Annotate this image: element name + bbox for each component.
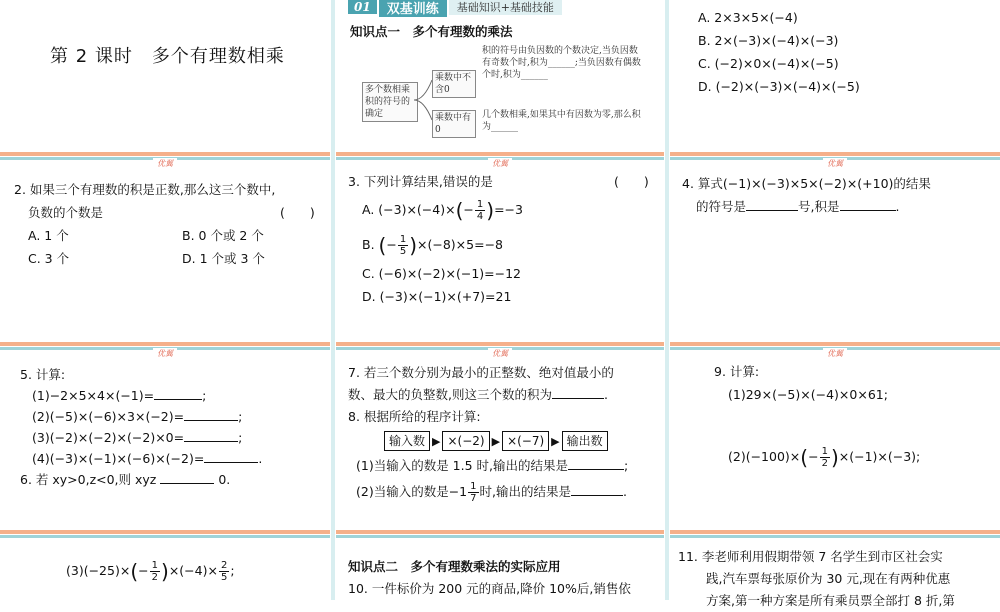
arrow-right-icon: ▶	[491, 435, 501, 448]
panel-q7-q8	[336, 342, 664, 528]
knowledge-point-title: 知识点二 多个有理数乘法的实际应用	[348, 559, 561, 574]
knowledge-point-title: 知识点一 多个有理数的乘法	[350, 24, 513, 39]
question-2-text-cont: 负数的个数是 ( )	[14, 201, 324, 224]
column-divider	[331, 0, 335, 600]
answer-blank[interactable]	[746, 210, 798, 211]
top-stripe	[336, 342, 664, 346]
logo: 优翼	[823, 348, 847, 359]
top-stripe	[0, 530, 330, 534]
question-9-title: 9. 计算:	[714, 364, 760, 379]
question-10-text: 10. 一件标价为 200 元的商品,降价 10%后,销售依	[348, 581, 631, 596]
question-7-text-cont: 数、最大的负整数,则这三个数的积为 .	[348, 387, 608, 402]
answer-blank[interactable]	[552, 398, 604, 399]
panel-q2	[0, 152, 330, 340]
option-b: B. 0 个或 2 个	[182, 228, 264, 243]
answer-blank[interactable]	[184, 441, 238, 442]
top-stripe	[336, 530, 664, 534]
banner-name: 双基训练	[379, 0, 447, 17]
answer-blank[interactable]	[204, 462, 258, 463]
flow-diagram	[348, 430, 662, 453]
top-stripe	[670, 342, 1000, 346]
calc-line-3: (3)(−25)×(− $\frac{1}{2}$ )×(−4)× $\frac{2}{5}$ ;	[66, 559, 235, 584]
concept-map-case-no-zero: 乘数中不含0	[432, 70, 476, 98]
flow-step-2-box: ×(−7)	[502, 431, 549, 451]
option-b: B. 2×(−3)×(−4)×(−3)	[698, 33, 839, 48]
panel-q10	[336, 530, 664, 600]
option-d: D. (−3)×(−1)×(+7)=21	[362, 289, 512, 304]
answer-paren: ( )	[280, 205, 315, 220]
question-5-title: 5. 计算:	[20, 367, 66, 382]
panel-q1-options	[670, 0, 1000, 150]
answer-blank[interactable]	[571, 495, 623, 496]
panel-q9-3	[0, 530, 330, 600]
logo: 优翼	[488, 348, 512, 359]
flow-output-box: 输出数	[562, 431, 608, 451]
question-4-text: 4. 算式(−1)×(−3)×5×(−2)×(+10)的结果	[682, 176, 931, 191]
concept-map-case-zero-text: 几个数相乘,如果其中有因数为零,那么积为______	[482, 110, 641, 132]
calc-line-1: (1)29×(−5)×(−4)×0×61;	[728, 387, 888, 402]
flow-step-1-box: ×(−2)	[442, 431, 489, 451]
option-b: B. (− $\frac{1}{5}$ )×(−8)×5=−8	[362, 233, 504, 257]
top-stripe-2	[0, 535, 330, 538]
calc-line-2: (2)(−5)×(−6)×3×(−2)= ;	[32, 409, 243, 424]
banner-number: 01	[348, 0, 377, 14]
top-stripe-2	[336, 535, 664, 538]
flow-input-box: 输入数	[384, 431, 430, 451]
question-3-text: 3. 下列计算结果,错误的是 ( )	[348, 170, 658, 193]
logo: 优翼	[488, 158, 512, 169]
banner-subtitle: 基础知识+基础技能	[449, 0, 562, 15]
logo: 优翼	[153, 158, 177, 169]
calc-line-1: (1)−2×5×4×(−1)= ;	[32, 388, 207, 403]
answer-blank[interactable]	[840, 210, 896, 211]
question-11-text: 11. 李老师利用假期带领 7 名学生到市区社会实	[678, 549, 943, 564]
logo: 优翼	[823, 158, 847, 169]
panel-knowledge-1	[336, 0, 664, 150]
option-c: C. (−2)×0×(−4)×(−5)	[698, 56, 839, 71]
question-7-text: 7. 若三个数分别为最小的正整数、绝对值最小的	[348, 365, 614, 380]
option-c: C. 3 个	[28, 251, 70, 266]
answer-blank[interactable]	[154, 399, 202, 400]
question-8-sub-1: (1)当输入的数是 1.5 时,输出的结果是 ;	[356, 458, 629, 473]
panel-q9	[670, 342, 1000, 528]
calc-line-2: (2)(−100)×(− $\frac{1}{2}$ )×(−1)×(−3);	[728, 445, 921, 470]
top-stripe-2	[670, 535, 1000, 538]
question-6-text: 6. 若 xy>0,z<0,则 xyz 0.	[20, 472, 231, 487]
concept-map-connector	[414, 70, 434, 130]
logo: 优翼	[153, 348, 177, 359]
answer-blank[interactable]	[160, 483, 214, 484]
calc-line-3: (3)(−2)×(−2)×(−2)×0= ;	[32, 430, 243, 445]
arrow-right-icon: ▶	[551, 435, 560, 448]
lesson-title: 第 2 课时 多个有理数相乘	[50, 46, 285, 67]
panel-title	[0, 0, 330, 150]
question-11-text-cont-2: 方案,第一种方案是所有乘员票全部打 8 折,第	[706, 593, 955, 608]
concept-map-case-zero: 乘数中有0	[432, 110, 476, 138]
panel-q5-q6	[0, 342, 330, 528]
concept-map-case-no-zero-text: 积的符号由负因数的个数决定,当负因数有奇数个时,积为______;当负因数有偶数个时,积为______	[482, 46, 641, 80]
option-a: A. (−3)×(−4)×(− $\frac{1}{4}$ )=−3	[362, 198, 523, 223]
answer-paren: ( )	[614, 174, 649, 189]
top-stripe	[670, 530, 1000, 534]
option-a: A. 1 个	[28, 228, 69, 243]
top-stripe	[336, 152, 664, 156]
panel-q11	[670, 530, 1000, 608]
calc-line-4: (4)(−3)×(−1)×(−6)×(−2)= .	[32, 451, 263, 466]
option-d: D. 1 个或 3 个	[182, 251, 265, 266]
arrow-right-icon: ▶	[432, 435, 441, 448]
option-a: A. 2×3×5×(−4)	[698, 10, 798, 25]
option-d: D. (−2)×(−3)×(−4)×(−5)	[698, 79, 860, 94]
question-8-sub-2: (2)当输入的数是−1 $\frac{1}{7}$ 时,输出的结果是 .	[356, 481, 627, 504]
question-8-text: 8. 根据所给的程序计算:	[348, 409, 481, 424]
section-banner	[348, 0, 562, 17]
top-stripe	[670, 152, 1000, 156]
answer-blank[interactable]	[568, 469, 624, 470]
top-stripe	[0, 152, 330, 156]
answer-blank[interactable]	[184, 420, 238, 421]
question-2-text: 2. 如果三个有理数的积是正数,那么这三个数中,	[14, 182, 276, 197]
panel-q4	[670, 152, 1000, 340]
concept-map-root: 多个数相乘积的符号的确定	[362, 82, 418, 122]
top-stripe	[0, 342, 330, 346]
panel-q3	[336, 152, 664, 340]
question-4-text-cont: 的符号是 号,积是 .	[696, 199, 900, 214]
option-c: C. (−6)×(−2)×(−1)=−12	[362, 266, 522, 281]
question-11-text-cont: 践,汽车票每张原价为 30 元,现在有两种优惠	[706, 571, 951, 586]
column-divider	[665, 0, 669, 600]
